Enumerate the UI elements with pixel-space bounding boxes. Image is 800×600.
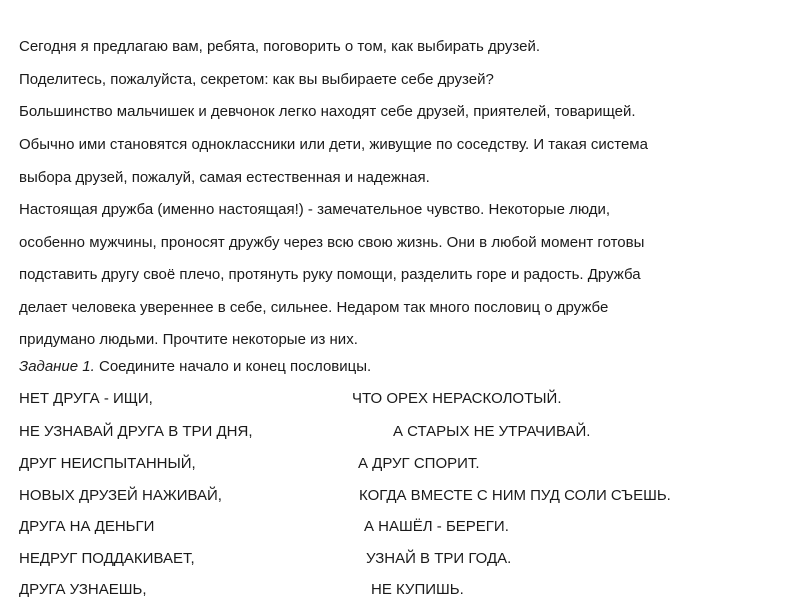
proverb-row [19,487,789,505]
proverb-row [19,550,789,568]
task-line [19,358,371,376]
paragraph-line: Сегодня я предлагаю вам, ребята, поговорить о том, как выбирать друзей. [19,38,541,55]
paragraph-line: Настоящая дружба (именно настоящая!) - замечательное чувство. Некоторые люди, [19,201,611,218]
paragraph-line: подставить другу своё плечо, протянуть руку помощи, разделить горе и радость. Дружба [19,266,641,283]
proverb-row [19,581,789,599]
paragraph-line: Большинство мальчишек и девчонок легко находят себе друзей, приятелей, товарищей. [19,103,636,120]
proverb-end: НЕ КУПИШЬ. [371,581,464,598]
task-label: Задание 1. [19,358,95,375]
proverb-end: А ДРУГ СПОРИТ. [358,455,480,472]
proverb-start: НЕ УЗНАВАЙ ДРУГА В ТРИ ДНЯ, [19,423,253,440]
proverb-end: А СТАРЫХ НЕ УТРАЧИВАЙ. [393,423,591,440]
paragraph-line: Обычно ими становятся одноклассники или дети, живущие по соседству. И такая система [19,136,648,153]
proverb-end: ЧТО ОРЕХ НЕРАСКОЛОТЫЙ. [352,390,562,407]
proverb-start: ДРУГА УЗНАЕШЬ, [19,581,147,598]
proverb-start: НЕТ ДРУГА - ИЩИ, [19,390,153,407]
task-text: Соедините начало и конец пословицы. [94,358,372,375]
paragraph-line: делает человека увереннее в себе, сильнее. Недаром так много пословиц о дружбе [19,299,609,316]
proverb-row [19,423,789,441]
proverb-start: ДРУГА НА ДЕНЬГИ [19,518,155,535]
proverb-start: НОВЫХ ДРУЗЕЙ НАЖИВАЙ, [19,487,222,504]
proverb-row [19,455,789,473]
paragraph-line: выбора друзей, пожалуй, самая естественная и надежная. [19,169,430,186]
paragraph-line: Поделитесь, пожалуйста, секретом: как вы выбираете себе друзей? [19,71,494,88]
paragraph-line: особенно мужчины, проносят дружбу через всю свою жизнь. Они в любой момент готовы [19,234,645,251]
proverb-start: ДРУГ НЕИСПЫТАННЫЙ, [19,455,196,472]
proverb-start: НЕДРУГ ПОДДАКИВАЕТ, [19,550,195,567]
proverb-end: КОГДА ВМЕСТЕ С НИМ ПУД СОЛИ СЪЕШЬ. [359,487,671,504]
proverb-end: УЗНАЙ В ТРИ ГОДА. [366,550,512,567]
proverb-row [19,390,789,408]
proverb-end: А НАШЁЛ - БЕРЕГИ. [364,518,509,535]
paragraph-line: придумано людьми. Прочтите некоторые из них. [19,331,358,348]
proverb-row [19,518,789,536]
